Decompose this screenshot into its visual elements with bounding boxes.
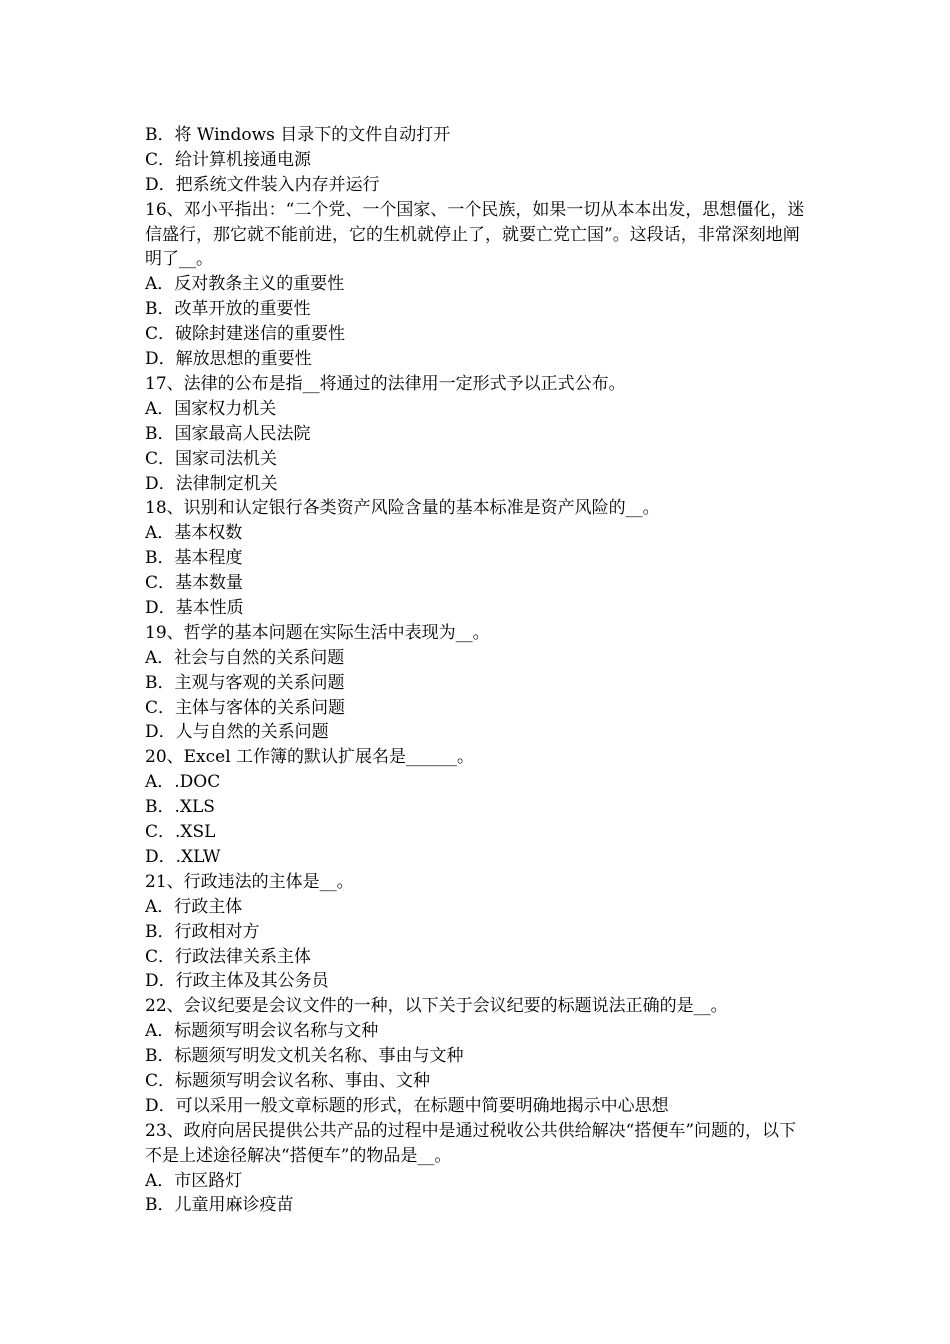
option-line: A．行政主体 <box>145 896 243 917</box>
question-17 <box>145 372 810 496</box>
option-line: B．国家最高人民法院 <box>145 423 311 444</box>
option-line: A．基本权数 <box>145 523 243 544</box>
question-21 <box>145 870 810 994</box>
question-19 <box>145 621 810 745</box>
document-page <box>145 123 810 1218</box>
question-text: 21、行政违法的主体是__。 <box>145 871 354 892</box>
option-line: A．市区路灯 <box>145 1170 243 1191</box>
question-23 <box>145 1119 810 1219</box>
option-line: B．基本程度 <box>145 548 243 569</box>
option-line: C．国家司法机关 <box>145 448 278 469</box>
option-line: C．主体与客体的关系问题 <box>145 697 346 718</box>
option-line: A．标题须写明会议名称与文种 <box>145 1021 379 1042</box>
option-line: D．行政主体及其公务员 <box>145 971 329 992</box>
option-line: B．儿童用麻诊疫苗 <box>145 1195 294 1216</box>
question-text: 22、会议纪要是会议文件的一种，以下关于会议纪要的标题说法正确的是__。 <box>145 996 728 1017</box>
option-line: A．反对教条主义的重要性 <box>145 274 345 295</box>
option-line: C．给计算机接通电源 <box>145 149 312 170</box>
option-line: B．.XLS <box>145 797 215 818</box>
option-line: B．标题须写明发文机关名称、事由与文种 <box>145 1046 464 1067</box>
question-text: 16、邓小平指出：“二个党、一个国家、一个民族，如果一切从本本出发，思想僵化，迷信盛行，那它就不能前进，它的生机就停止了，就要亡党亡国”。这段话，非常深刻地阐明了__。 <box>145 199 805 270</box>
option-line: A．.DOC <box>145 772 221 793</box>
option-line: D．把系统文件装入内存并运行 <box>145 174 380 195</box>
option-line: B．改革开放的重要性 <box>145 299 311 320</box>
option-line: D．人与自然的关系问题 <box>145 722 329 743</box>
option-line: D．基本性质 <box>145 598 244 618</box>
option-line: B．将 Windows 目录下的文件自动打开 <box>145 125 451 145</box>
question-18 <box>145 496 810 620</box>
question-22 <box>145 994 810 1118</box>
option-line: C．标题须写明会议名称、事由、文种 <box>145 1070 431 1091</box>
option-line: D．法律制定机关 <box>145 473 278 494</box>
question-20 <box>145 745 810 869</box>
question-text: 20、Excel 工作簿的默认扩展名是______。 <box>145 747 475 768</box>
question-text: 18、识别和认定银行各类资产风险含量的基本标准是资产风险的__。 <box>145 498 660 519</box>
question-text: 17、法律的公布是指__将通过的法律用一定形式予以正式公布。 <box>145 373 626 394</box>
question-text: 23、政府向居民提供公共产品的过程中是通过税收公共供给解决“搭便车”问题的，以下不是上述途径解决“搭便车”的物品是__。 <box>145 1120 797 1166</box>
question-16 <box>145 198 810 372</box>
option-line: C．.XSL <box>145 822 216 843</box>
option-line: C．破除封建迷信的重要性 <box>145 324 346 345</box>
option-line: B．主观与客观的关系问题 <box>145 672 345 693</box>
option-line: B．行政相对方 <box>145 921 260 942</box>
question-text: 19、哲学的基本问题在实际生活中表现为__。 <box>145 622 490 643</box>
option-line: D．.XLW <box>145 846 221 867</box>
option-line: A．社会与自然的关系问题 <box>145 647 345 668</box>
option-line: A．国家权力机关 <box>145 398 277 419</box>
option-line: C．基本数量 <box>145 573 244 594</box>
option-line: C．行政法律关系主体 <box>145 946 312 967</box>
option-line: D．解放思想的重要性 <box>145 349 312 370</box>
option-line: D．可以采用一般文章标题的形式，在标题中简要明确地揭示中心思想 <box>145 1095 669 1116</box>
